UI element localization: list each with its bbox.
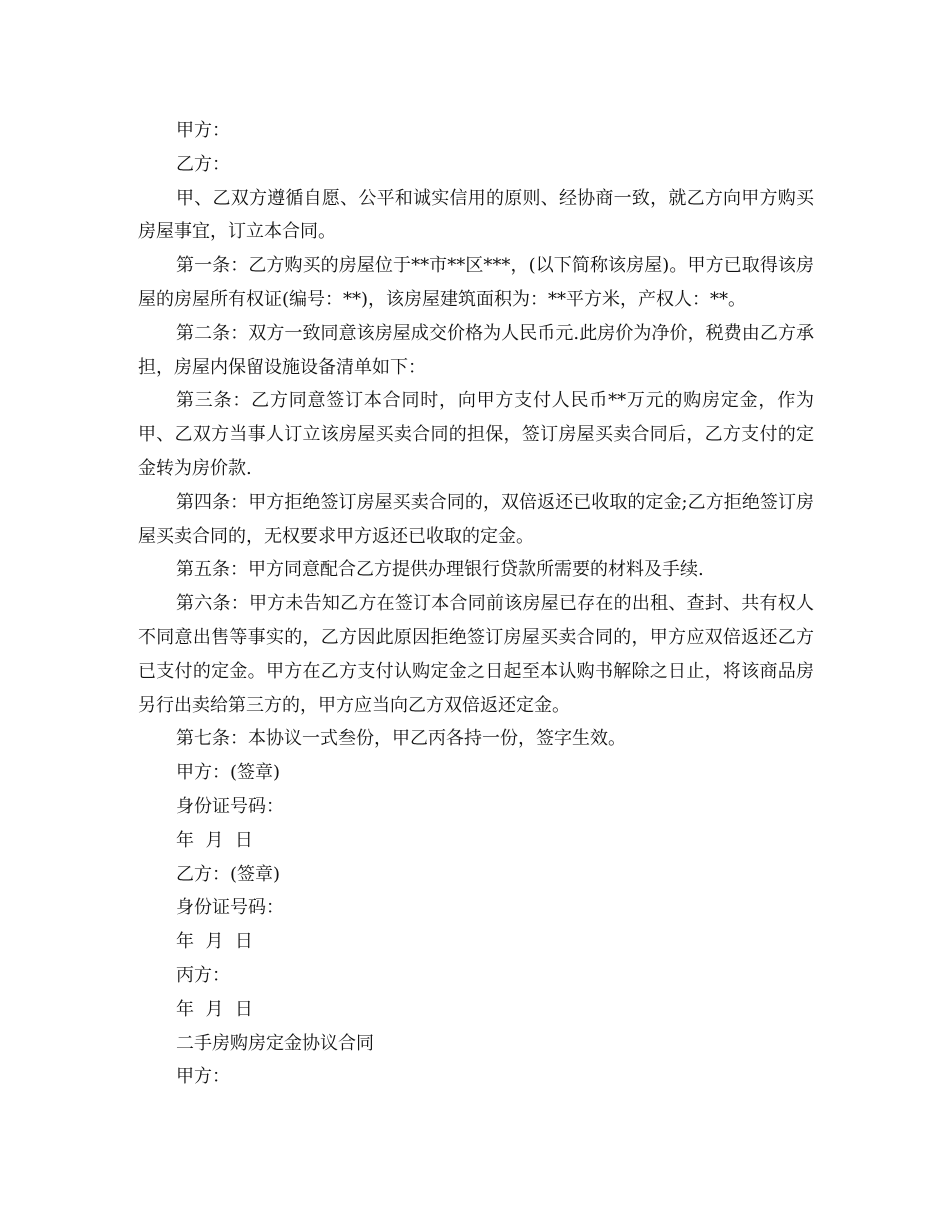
party-b-label: 乙方： [176, 153, 230, 175]
party-c-date: 年 月 日 [176, 998, 253, 1020]
party-b-signature: 乙方：(签章) [176, 863, 281, 885]
article-2: 第二条：双方一致同意该房屋成交价格为人民币元.此房价为净价，税费由乙方承担，房屋内保留设施设备清单如下： [138, 322, 814, 378]
article-7: 第七条：本协议一式叁份，甲乙丙各持一份，签字生效。 [176, 728, 626, 750]
contract-title: 二手房购房定金协议合同 [176, 1032, 374, 1054]
party-c-label: 丙方： [176, 964, 230, 986]
article-6: 第六条：甲方未告知乙方在签订本合同前该房屋已存在的出租、查封、共有权人不同意出售等事实的，乙方因此原因拒绝签订房屋买卖合同的，甲方应双倍返还乙方已支付的定金。甲方在乙方支付认购定金之日起至本认购书解除之日止，将该商品房另行出卖给第三方的，甲方应当向乙方双倍返还定金。 [138, 593, 814, 716]
party-b-date: 年 月 日 [176, 931, 253, 953]
party-a-label: 甲方： [176, 120, 230, 141]
document-body [138, 114, 814, 1094]
party-a-id-number: 身份证号码： [176, 795, 284, 817]
article-3: 第三条：乙方同意签订本合同时，向甲方支付人民币**万元的购房定金，作为甲、乙双方当事人订立该房屋买卖合同的担保，签订房屋买卖合同后，乙方支付的定金转为房价款. [138, 390, 814, 479]
party-b-id-number: 身份证号码： [176, 897, 284, 919]
party-a-signature: 甲方：(签章) [176, 762, 281, 784]
party-a-date: 年 月 日 [176, 829, 253, 851]
article-4: 第四条：甲方拒绝签订房屋买卖合同的，双倍返还已收取的定金;乙方拒绝签订房屋买卖合同的，无权要求甲方返还已收取的定金。 [138, 491, 814, 547]
preamble-paragraph: 甲、乙双方遵循自愿、公平和诚实信用的原则、经协商一致，就乙方向甲方购买房屋事宜，订立本合同。 [138, 187, 814, 243]
article-5: 第五条：甲方同意配合乙方提供办理银行贷款所需要的材料及手续. [176, 559, 704, 581]
party-a-label-repeat: 甲方： [176, 1066, 230, 1088]
article-1: 第一条：乙方购买的房屋位于**市**区***，(以下简称该房屋)。甲方已取得该房屋的房屋所有权证(编号：**)，该房屋建筑面积为：**平方米，产权人：**。 [138, 255, 814, 310]
